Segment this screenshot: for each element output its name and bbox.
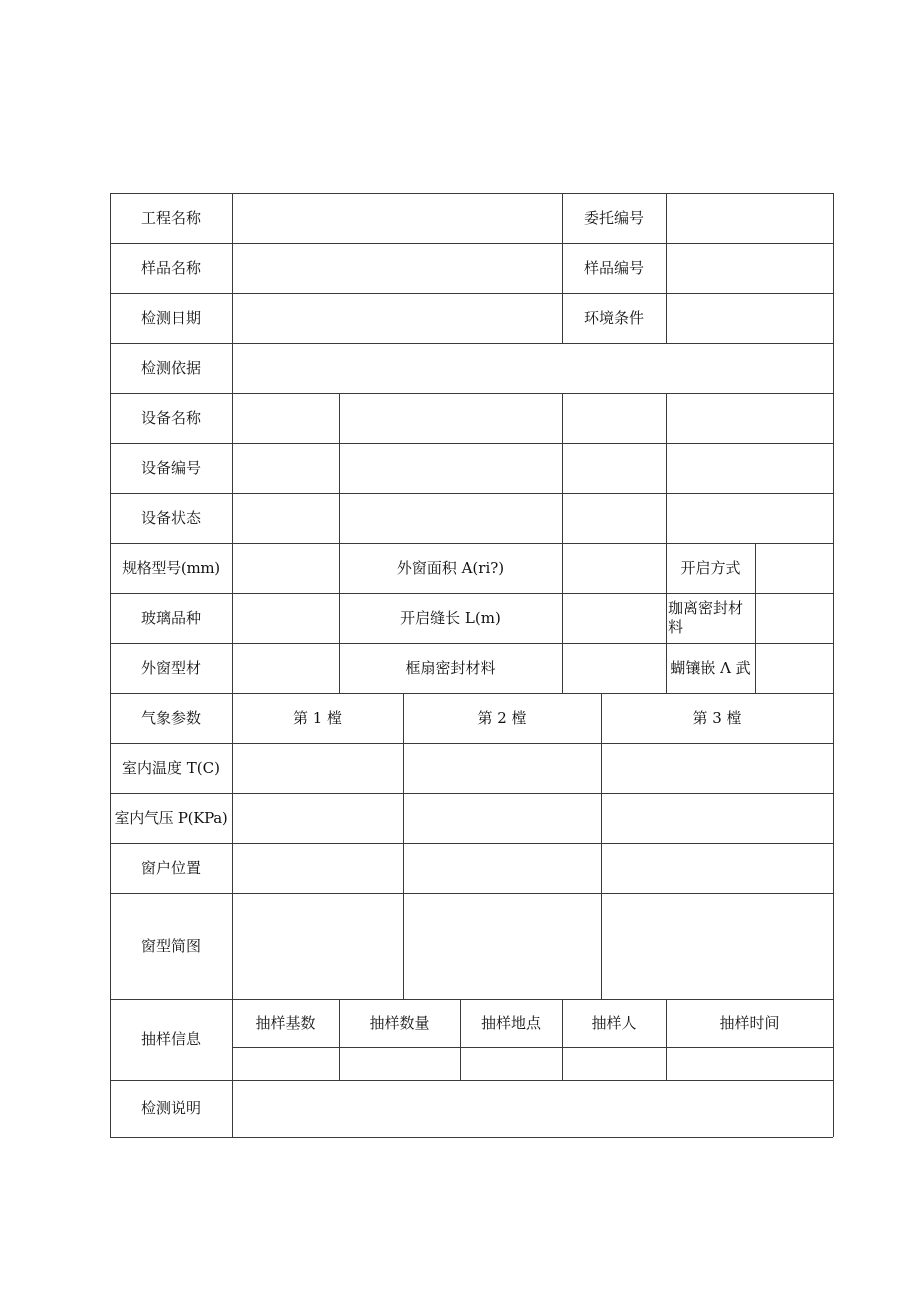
test-record-form bbox=[110, 193, 833, 1137]
label-window-area: 外窗面积 A(ri?) bbox=[396, 558, 505, 577]
label-test-notes: 检测说明 bbox=[140, 1099, 201, 1117]
label-equipment-name: 设备名称 bbox=[140, 408, 201, 427]
label-glass-seal: 珈离密封材料 bbox=[668, 599, 744, 636]
header-sampler: 抽样人 bbox=[591, 1013, 637, 1032]
label-commission-no: 委托编号 bbox=[583, 208, 644, 227]
label-glazing-mode: 蝴镶嵌 Λ 武 bbox=[670, 658, 751, 677]
header-window-3: 第 3 樘 bbox=[692, 708, 742, 727]
rule bbox=[110, 1137, 833, 1138]
label-opening-mode: 开启方式 bbox=[680, 558, 741, 577]
rule bbox=[755, 543, 756, 693]
label-indoor-temp: 室内温度 T(C) bbox=[122, 758, 220, 777]
label-spec-model: 规格型号(mm) bbox=[122, 558, 220, 577]
rule bbox=[562, 393, 563, 693]
env-condition-field[interactable] bbox=[667, 294, 832, 343]
label-sash-seal: 框扇密封材料 bbox=[405, 658, 496, 677]
label-frame-profile: 外窗型材 bbox=[140, 658, 201, 677]
rule bbox=[232, 1047, 833, 1048]
label-glass-type: 玻璃品种 bbox=[140, 608, 201, 627]
label-env-condition: 环境条件 bbox=[583, 308, 644, 327]
sample-no-field[interactable] bbox=[667, 244, 832, 293]
commission-no-field[interactable] bbox=[667, 194, 832, 243]
project-name-field[interactable] bbox=[233, 194, 561, 243]
label-equipment-no: 设备编号 bbox=[140, 458, 201, 477]
test-basis-field[interactable] bbox=[233, 344, 832, 393]
label-project-name: 工程名称 bbox=[140, 208, 201, 227]
test-date-field[interactable] bbox=[233, 294, 561, 343]
label-sampling-info: 抽样信息 bbox=[140, 1030, 201, 1048]
label-indoor-pressure: 室内气压 P(KPa) bbox=[114, 808, 228, 827]
label-test-date: 检测日期 bbox=[140, 308, 201, 327]
rule bbox=[833, 193, 834, 1137]
label-sample-no: 样品编号 bbox=[583, 258, 644, 277]
header-sampling-time: 抽样时间 bbox=[719, 1013, 780, 1032]
label-weather-params: 气象参数 bbox=[140, 708, 201, 727]
header-sampling-qty: 抽样数量 bbox=[369, 1013, 430, 1032]
label-window-position: 窗户位置 bbox=[140, 858, 201, 877]
sample-name-field[interactable] bbox=[233, 244, 561, 293]
header-sampling-place: 抽样地点 bbox=[480, 1013, 541, 1032]
label-equipment-status: 设备状态 bbox=[140, 508, 201, 527]
test-notes-field[interactable] bbox=[233, 1081, 832, 1136]
header-window-1: 第 1 樘 bbox=[292, 708, 343, 727]
header-window-2: 第 2 樘 bbox=[477, 708, 527, 727]
header-sampling-base: 抽样基数 bbox=[255, 1013, 316, 1032]
label-window-sketch: 窗型简图 bbox=[140, 936, 201, 955]
label-sample-name: 样品名称 bbox=[140, 258, 201, 277]
label-seam-length: 开启缝长 L(m) bbox=[400, 608, 501, 627]
label-test-basis: 检测依据 bbox=[140, 358, 201, 377]
